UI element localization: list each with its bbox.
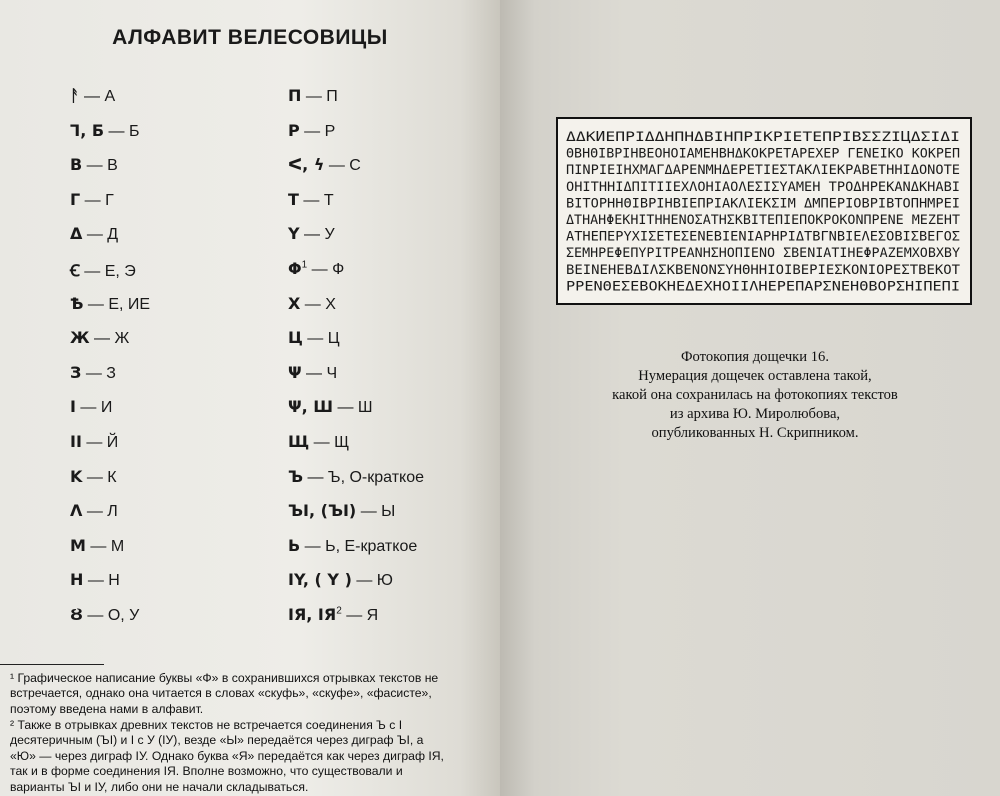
cyrillic-letter: Б [128, 122, 140, 140]
inscription-line: ΘΒΗΘΙΒΡΙΗΒΕΟΗΟΙΑΜΕΗΒΗΔΚΟΚΡΕΤΑΡΕΧΕΡ ΓΕΝΕΙΚΟ ΚΟΚΡΕΠ [566, 146, 960, 162]
alphabet-entry [288, 536, 417, 556]
dash: — [333, 399, 358, 417]
alphabet-entry [288, 570, 393, 590]
velesovitsa-glyph: Ꞁ, Ƃ [70, 120, 105, 140]
dash: — [301, 364, 327, 382]
caption-line: Фотокопия дощечки 16. [681, 349, 829, 365]
velesovitsa-glyph: Δ [70, 224, 83, 244]
inscription-line: ΒΙΤΟΡΗΗΘΙΒΡΙΗΒΙΕΠΡΙΑΚΛΙΕΚΣΙΜ ΔΜΠΕΡΙΟΒΡΙΒΤΟΠΗΜΡΕΙ [566, 196, 960, 212]
cyrillic-letter: Н [108, 572, 120, 590]
dash: — [80, 191, 106, 209]
dash: — [301, 88, 327, 105]
alphabet-entry [288, 190, 334, 210]
footnote-marker: 2 [336, 605, 342, 617]
dash: — [356, 503, 382, 521]
velesovitsa-glyph: IY, ( Y ) [288, 570, 352, 590]
inscription-line: ΑΤΗΕΠΕΡΥΧΙΣΕΤΕΣΕΝΕΒΙΕΝΙΑΡΗΡΙΔΤΒΓΝΒΙΕΛΕΣΟΒΙΣΒΕΓΟΣ [566, 229, 961, 245]
dash: — [83, 295, 109, 313]
alphabet-entry [70, 501, 118, 521]
alphabet-entry [70, 397, 112, 417]
alphabet-entry [70, 121, 139, 141]
alphabet-entry [70, 432, 118, 452]
alphabet-entry [70, 259, 136, 281]
dash: — [104, 122, 129, 140]
alphabet-entry [288, 294, 336, 314]
cyrillic-letter: Е, ИЕ [108, 295, 151, 313]
inscription-line: ΔΔΚИΕΠΡΙΔΔΗΠΗΔΒΙΗΠΡΙΚΡΙΕΤΕΠΡΙΒΣΣΖΙЦΔΣΙΔΙ [566, 130, 960, 145]
cyrillic-letter: В [107, 157, 118, 175]
cyrillic-letter: Ъ, О-краткое [327, 468, 424, 486]
cyrillic-letter: Ш [357, 399, 373, 417]
alphabet-entry [70, 605, 139, 625]
alphabet-entry [70, 363, 116, 383]
velesovitsa-glyph: Ц [288, 328, 303, 348]
alphabet-entry [288, 224, 335, 244]
caption-line: из архива Ю. Миролюбова, [669, 406, 841, 422]
alphabet-entry [288, 363, 337, 383]
dash: — [300, 537, 326, 555]
dash: — [351, 572, 377, 590]
alphabet-entry [70, 328, 129, 348]
footnote-2: ² Также в отрывках древних текстов не встречается соединения Ъ с I десятеричным (ЪI) и I с У (IУ), везде «Ы» передаётся через диграф ЪI, а «Ю» — через диграф IУ. Однако буква «Я» передаётся как через диграф IЯ, так и в форме соединения IЯ. Вполне возможно, что существовали и варианты ЪI и IУ, либо они не начали складываться. [10, 718, 444, 794]
velesovitsa-glyph: T [288, 189, 299, 209]
tablet-inscription [558, 119, 970, 303]
alphabet-entry [70, 224, 118, 244]
velesovitsa-glyph: Ꞓ [70, 261, 80, 280]
alphabet-entry [70, 570, 120, 590]
velesovitsa-glyph: Ȣ [70, 605, 83, 624]
page-title: АЛФАВИТ ВЕЛЕСОВИЦЫ [112, 26, 388, 49]
cyrillic-letter: Х [325, 295, 336, 313]
velesovitsa-glyph: ᐸ, ϟ [288, 155, 325, 175]
alphabet-entry [288, 86, 338, 106]
dash: — [82, 226, 108, 244]
dash: — [299, 122, 325, 140]
velesovitsa-glyph: Y [288, 224, 300, 244]
alphabet-entry [70, 536, 124, 556]
velesovitsa-glyph: Ѣ [70, 293, 84, 313]
cyrillic-letter: Й [106, 434, 119, 451]
cyrillic-letter: Ь, Е-краткое [325, 537, 418, 555]
right-page [500, 0, 1000, 796]
alphabet-entry [288, 605, 378, 625]
cyrillic-letter: Ч [326, 364, 338, 382]
velesovitsa-glyph: Γ [70, 189, 81, 209]
velesovitsa-glyph: Β [70, 155, 83, 175]
alphabet-entry [288, 397, 373, 417]
alphabet-entry [70, 190, 114, 210]
velesovitsa-glyph: X [288, 293, 301, 313]
velesovitsa-glyph: M [70, 535, 86, 555]
dash: — [79, 263, 105, 280]
alphabet-entry [70, 467, 117, 487]
alphabet-entry [288, 467, 424, 487]
alphabet-entry [70, 294, 150, 314]
dash: — [303, 468, 328, 486]
velesovitsa-glyph: Ь [288, 535, 301, 555]
velesovitsa-glyph: Φ [288, 259, 302, 278]
velesovitsa-glyph: Λ [70, 501, 83, 521]
alphabet-entry [70, 86, 115, 106]
alphabet-entry [288, 432, 349, 452]
cyrillic-letter: Л [107, 503, 118, 521]
velesovitsa-glyph: ᚨ [70, 86, 80, 105]
dash: — [307, 261, 333, 278]
footnote-separator [0, 664, 104, 665]
velesovitsa-glyph: Ψ [288, 362, 302, 382]
cyrillic-letter: Ц [327, 330, 340, 348]
inscription-line: ΔΤΗΑΗΦΕΚΗΙΤΗΗΕΝΟΣΑΤΗΣΚΒΙΤΕΠΙΕΠΟΚΡΟΚΟΝΠΡΕΝΕ ΜΕΖΕΗΤ [566, 213, 961, 228]
cyrillic-letter: П [326, 88, 338, 105]
dash: — [82, 503, 108, 521]
cyrillic-letter: К [107, 468, 117, 486]
cyrillic-letter: Е, Э [104, 263, 136, 280]
velesovitsa-glyph: Ж [70, 328, 90, 348]
velesovitsa-glyph: IЯ, IЯ [288, 605, 337, 624]
footnote-1: ¹ Графическое написание буквы «Ф» в сохранившихся отрывках текстов не встречается, однако она читается в словах «скуфь», «скуфе», «фасисте», поэтому введена нами в алфавит. [10, 671, 439, 716]
cyrillic-letter: А [104, 88, 116, 105]
caption-line: какой она сохранилась на фотокопиях текстов [612, 387, 898, 403]
dash: — [309, 434, 335, 451]
velesovitsa-glyph: H [70, 570, 84, 590]
alphabet-entry [288, 121, 335, 141]
alphabet-entry [288, 259, 344, 279]
cyrillic-letter: Г [105, 191, 114, 209]
cyrillic-letter: У [324, 226, 335, 244]
velesovitsa-glyph: З [70, 362, 82, 382]
footnote-marker: 1 [301, 259, 308, 271]
cyrillic-letter: И [100, 399, 113, 417]
dash: — [82, 157, 108, 175]
cyrillic-letter: Ф [332, 261, 345, 278]
cyrillic-letter: С [349, 157, 361, 175]
velesovitsa-glyph: K [70, 466, 83, 486]
cyrillic-letter: Щ [334, 434, 350, 451]
dash: — [302, 330, 328, 348]
cyrillic-letter: Т [323, 191, 334, 209]
inscription-line: ΡΡΕΝΘΕΣΕΒΟΚΗΕΔΕΧΗΟΙΙΛΗΕΡΕΠΑΡΣΝΕΗΘΒΟΡΣΗΙΠΕΠΙ [566, 279, 960, 295]
alphabet-entry [288, 501, 395, 521]
velesovitsa-glyph: ЪI, (ЪI) [288, 501, 357, 521]
dash: — [341, 607, 367, 624]
plate-caption [540, 348, 970, 443]
dash: — [324, 157, 350, 175]
velesovitsa-glyph: I [70, 397, 76, 417]
dash: — [81, 434, 107, 451]
cyrillic-letter: Ю [376, 572, 393, 590]
dash: — [83, 572, 109, 590]
dash: — [89, 330, 115, 348]
dash: — [75, 399, 101, 417]
dash: — [299, 226, 325, 244]
alphabet-entry [288, 155, 361, 175]
dash: — [300, 295, 326, 313]
cyrillic-letter: Я [366, 607, 379, 624]
inscription-line: ΟΗΙΤΗΗΙΔΠΙΤΙΙΕΧΛΟΗΙΑΟΛΕΣΙΣΥΑΜΕΗ ΤΡΟΔΗΡΕΚΑΝΔΚΗΑΒΙ [566, 179, 960, 195]
cyrillic-letter: М [110, 537, 125, 555]
dash: — [81, 364, 107, 382]
cyrillic-letter: Ы [381, 503, 396, 521]
velesovitsa-glyph: Щ [288, 432, 310, 451]
cyrillic-letter: Р [324, 122, 336, 140]
velesovitsa-glyph: P [288, 120, 300, 140]
velesovitsa-glyph: II [70, 432, 82, 451]
velesovitsa-glyph: Ψ, Ш [288, 397, 334, 417]
dash: — [82, 468, 108, 486]
tablet-photocopy [556, 117, 972, 305]
inscription-line: ΠΙΝΡΙΕΙΗΧΜΑΓΔΑΡΕΝΜΗΔΕΡΕΤΙΕΣΤΑΚΛΙΕΚΡΑΒΕΤΗΗΙΔΟΝΟΤΕ [566, 163, 960, 179]
velesovitsa-glyph: Ъ [288, 466, 304, 486]
cyrillic-letter: Д [107, 226, 119, 244]
velesovitsa-glyph: Π [288, 86, 302, 105]
dash: — [298, 191, 324, 209]
cyrillic-letter: Ж [114, 330, 130, 348]
cyrillic-letter: З [106, 364, 116, 382]
inscription-line: ΣΕΜΗΡΕΦΕΠΥΡΙΤΡΕΑΝΗΣΗΟΠΙΕΝΟ ΣΒΕΝΙΑΤΙΗΕΦΡΑΖΕΜΧΟΒΧΒΥ [566, 246, 961, 262]
caption-line: опубликованных Н. Скрипником. [651, 425, 859, 441]
caption-line: Нумерация дощечек оставлена такой, [638, 368, 872, 384]
dash: — [85, 537, 111, 555]
inscription-line: ΒΕΙΝΕΗΕΒΔΙΛΣΚΒΕΝΟΝΣΥΗΘΗΗΙΟΙΒΕΡΙΕΣΚΟΝΙΟΡΕΣΤΒΕΚΟΤ [566, 262, 961, 278]
alphabet-entry [70, 155, 118, 175]
dash: — [79, 88, 105, 105]
dash: — [82, 607, 108, 624]
alphabet-entry [288, 328, 340, 348]
cyrillic-letter: О, У [107, 607, 140, 624]
